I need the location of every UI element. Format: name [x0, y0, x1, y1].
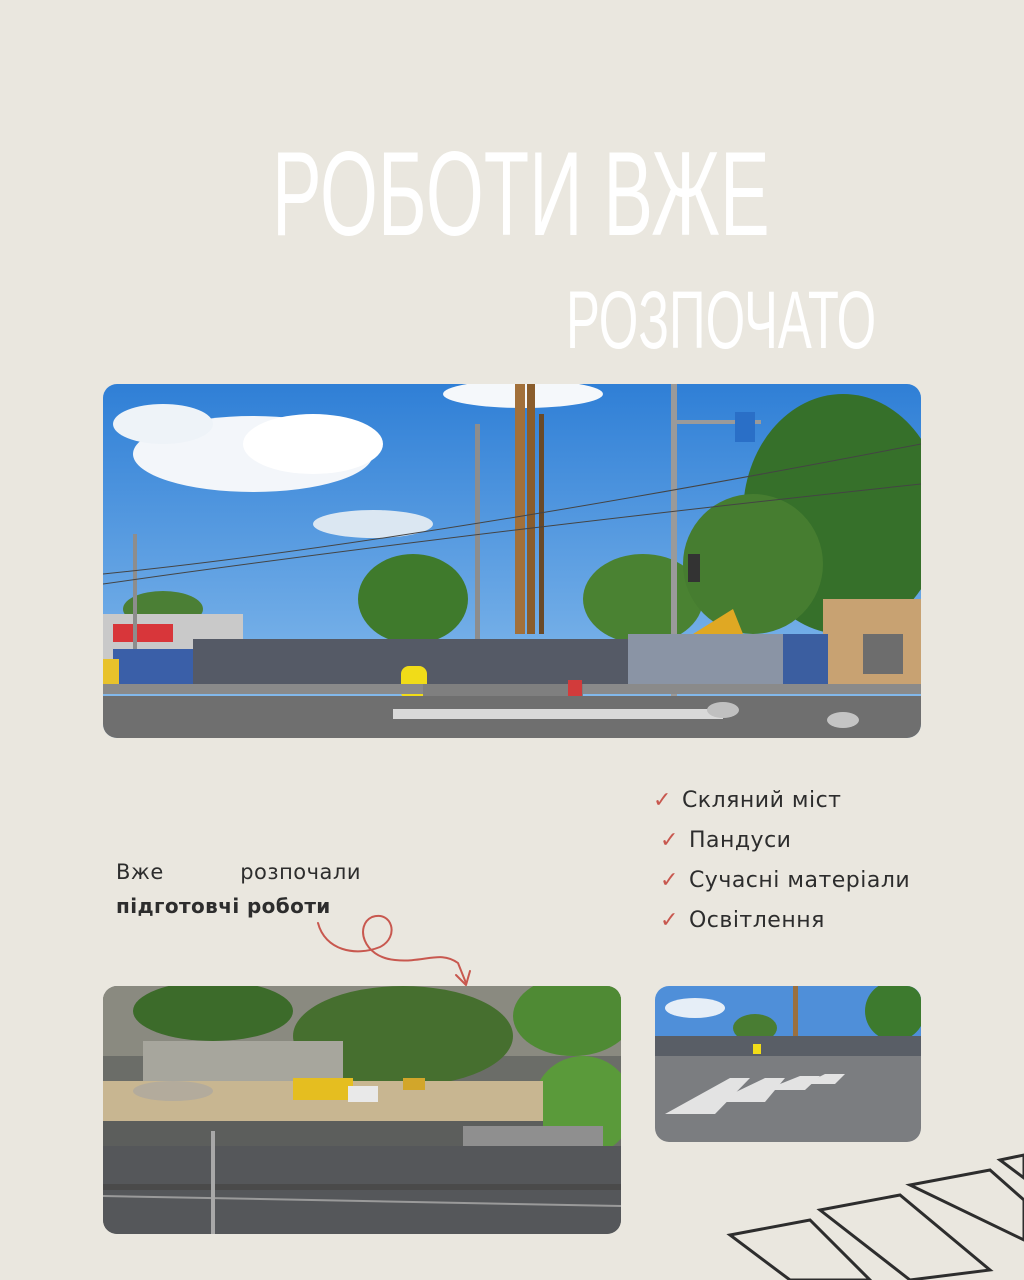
- construction-site-photo: [103, 384, 921, 738]
- feature-item: [660, 828, 791, 853]
- feature-label: Скляний міст: [681, 788, 842, 813]
- checkmark-icon: ✓: [660, 868, 679, 893]
- aerial-site-photo: [103, 986, 621, 1234]
- page-title-line2: РОЗПОЧАТО: [566, 275, 877, 366]
- intro-word: розпочали: [240, 860, 361, 884]
- feature-label: Сучасні матеріали: [688, 868, 911, 893]
- feature-item: [660, 908, 825, 933]
- intro-text: [116, 860, 361, 884]
- checkmark-icon: ✓: [660, 908, 679, 933]
- intro-word: Вже: [116, 860, 164, 884]
- squiggle-arrow-icon: [300, 905, 480, 995]
- crosswalk-stripes-icon: [700, 1140, 1024, 1280]
- page-title-line1: РОБОТИ ВЖЕ: [272, 127, 770, 261]
- feature-label: Пандуси: [688, 828, 792, 853]
- crosswalk-photo: [655, 986, 921, 1142]
- checkmark-icon: ✓: [660, 828, 679, 853]
- intro-bold-text: підготовчі роботи: [116, 894, 331, 918]
- feature-label: Освітлення: [688, 908, 825, 933]
- feature-item: [653, 788, 841, 813]
- feature-item: [660, 868, 910, 893]
- checkmark-icon: ✓: [653, 788, 672, 813]
